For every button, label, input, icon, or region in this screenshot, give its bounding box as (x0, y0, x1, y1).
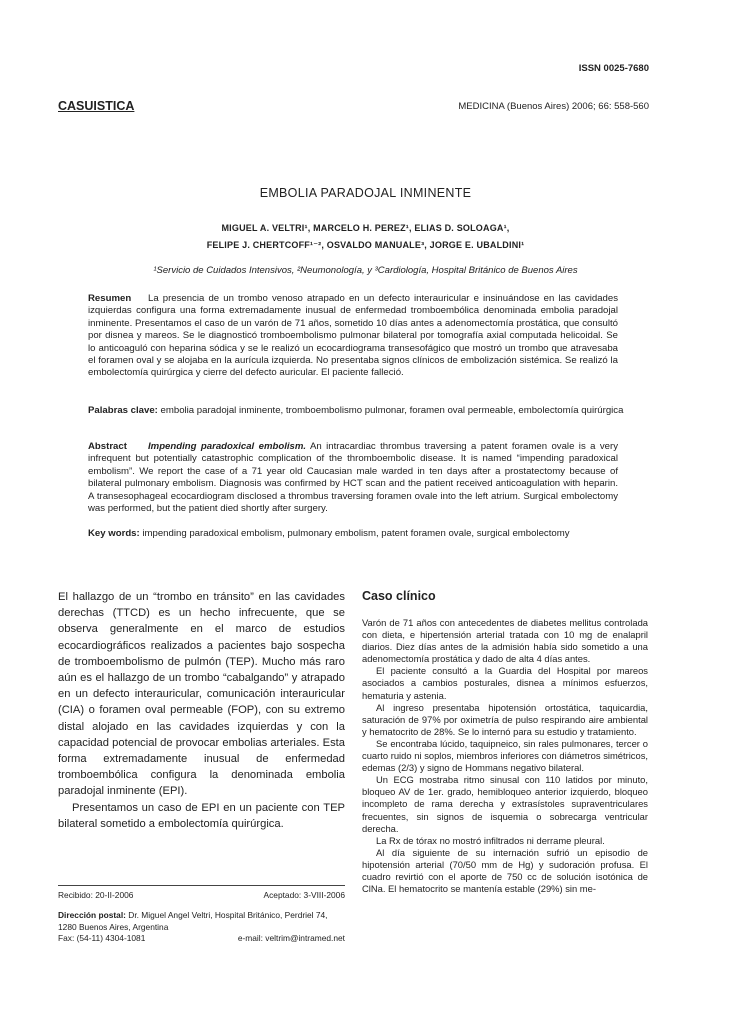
abstract-title: Impending paradoxical embolism. (148, 441, 307, 452)
received-date: Recibido: 20-II-2006 (58, 890, 134, 900)
intro-paragraph-2: Presentamos un caso de EPI en un paciente con TEP bilateral sometido a embolectomía quirúrgica. (58, 801, 345, 830)
affiliations: ¹Servicio de Cuidados Intensivos, ²Neumonología, y ³Cardiología, Hospital Británico de Buenos Aires (153, 265, 578, 276)
address-line-1: Dr. Miguel Angel Veltri, Hospital Británico, Perdriel 74, (128, 910, 328, 920)
key-words-text: impending paradoxical embolism, pulmonary embolism, patent foramen ovale, surgical embolectomy (142, 528, 570, 539)
fax-number: Fax: (54-11) 4304-1081 (58, 933, 146, 943)
caso-paragraph: El paciente consultó a la Guardia del Hospital por mareos asociados a cambios posturales, disnea a mínimos esfuerzos, hematuria y astenia. (362, 665, 648, 701)
caso-paragraph: Un ECG mostraba ritmo sinusal con 110 latidos por minuto, bloqueo AV de 1er. grado, hemibloqueo anterior izquierdo, bloqueo incompleto de rama derecha y extrasístoles supraventriculares frecuentes, sin signos de isquemia o sobrecarga ventricular derecha. (362, 774, 648, 834)
caso-clinico-heading: Caso clínico (362, 589, 436, 603)
palabras-clave-text: embolia paradojal inminente, tromboembolismo pulmonar, foramen oval permeable, embolectomía quirúrgica (160, 405, 624, 416)
intro-paragraph-1: El hallazgo de un “trombo en tránsito” en las cavidades derechas (TTCD) es un hecho infrecuente, que se observa generalmente en el marco de estudios ecocardiográficos realizados a pacientes bajo sospecha de tromboembolismo de pulmón (TEP). Mucho más raro aún es el hallazgo de un trombo “cabalgando” y atrapado en un defecto interauricular, comunicación interauricular (CIA) o foramen oval permeable (FOP), con su extremo distal alojado en las cavidades izquierdas y con la capacidad potencial de provocar embolias arteriales. Esta forma extremadamente inusual de enfermedad tromboembólica configura la denominada embolia paradojal inminente (EPI). (58, 591, 345, 798)
article-title: EMBOLIA PARADOJAL INMINENTE (259, 186, 472, 200)
abstract-label: Abstract (88, 441, 127, 452)
caso-paragraph: Varón de 71 años con antecedentes de diabetes mellitus controlada con dieta, e hipertensión arterial tratada con 10 mg de enalapril diarios. Diez días antes de la admisión había sido sometido a una adenomectomía prostática y dado de alta 4 días antes. (362, 617, 648, 665)
section-label: CASUISTICA (58, 99, 135, 113)
authors-line-1: MIGUEL A. VELTRI¹, MARCELO H. PEREZ¹, ELIAS D. SOLOAGA¹, (221, 223, 510, 233)
authors-line-2: FELIPE J. CHERTCOFF¹⁻², OSVALDO MANUALE³, JORGE E. UBALDINI¹ (206, 240, 525, 250)
abstract (88, 441, 618, 515)
email-address: e-mail: veltrim@intramed.net (237, 933, 345, 943)
received-accepted (58, 890, 345, 902)
introduction (58, 589, 345, 832)
accepted-date: Aceptado: 3-VIII-2006 (263, 890, 345, 900)
caso-paragraph: Al día siguiente de su internación sufrió un episodio de hipotensión arterial (70/50 mm de Hg) y sudoración profusa. El cuadro revirtió con el aporte de 750 cc de solución isotónica de ClNa. El hematocrito se mantenía estable (29%) sin me- (362, 846, 648, 895)
address-line-2: 1280 Buenos Aires, Argentina (58, 921, 169, 932)
caso-clinico-body (362, 617, 648, 895)
authors (60, 220, 671, 254)
key-words (88, 528, 618, 540)
resumen-text: La presencia de un trombo venoso atrapado en un defecto interauricular e insinuándose en las cavidades izquierdas configura una forma extremadamente inusual de enfermedad tromboembólica denominada embolia paradojal inminente. Presentamos el caso de un varón de 71 años, sometido 10 días antes a adenomectomía prostática, que consultó por disnea y mareos. Se le diagnosticó tromboembolismo pulmonar bilateral por tomografía axial computada helicoidal. Se lo anticoaguló con heparina sódica y se le realizó un ecocardiograma transesofágico que mostró un trombo que atravesaba el foramen oval y se alojaba en la aurícula izquierda. No presentaba signos clínicos de embolización sistémica. Se realizó la embolectomía quirúrgica y cierre del defecto auricular. El paciente falleció. (88, 293, 618, 379)
caso-paragraph: La Rx de tórax no mostró infiltrados ni derrame pleural. (376, 834, 605, 846)
abstract-text: An intracardiac thrombus traversing a patent foramen ovale is a very infrequent but potentially catastrophic complication of the thromboembolic disease. It is named “impending paradoxical embolism”. We report the case of a 71 year old Caucasian male warded in ten days after a prostatectomy because of bilateral pulmonary embolism. Diagnosis was confirmed by HCT scan and the patient received anticoagulation with heparin. A transesophageal ecocardiogram disclosed a thrombus traversing foramen ovale into the left atrium. Surgical embolectomy was performed, but the patient died shortly after surgery. (88, 441, 619, 515)
palabras-clave-label: Palabras clave: (88, 405, 158, 416)
caso-paragraph: Se encontraba lúcido, taquipneico, sin rales pulmonares, tercer o cuarto ruido ni soplos, miembros inferiores con diámetros simétricos, edemas (2/3) y signo de Hommans negativo bilateral. (362, 737, 648, 774)
resumen (88, 293, 618, 380)
palabras-clave (88, 405, 694, 417)
caso-clinico (362, 589, 648, 895)
postal-address (58, 910, 345, 945)
caso-paragraph: Al ingreso presentaba hipotensión ortostática, taquicardia, saturación de 97% por oximetría de pulso respirando aire ambiental y hematocrito de 28%. Se lo internó para su estudio y tratamiento. (362, 701, 648, 737)
issn: ISSN 0025-7680 (578, 63, 649, 74)
footer-divider (58, 885, 345, 886)
key-words-label: Key words: (88, 528, 140, 539)
resumen-label: Resumen (88, 293, 132, 304)
address-label: Dirección postal: (58, 910, 126, 920)
journal-reference: MEDICINA (Buenos Aires) 2006; 66: 558-560 (458, 101, 649, 112)
